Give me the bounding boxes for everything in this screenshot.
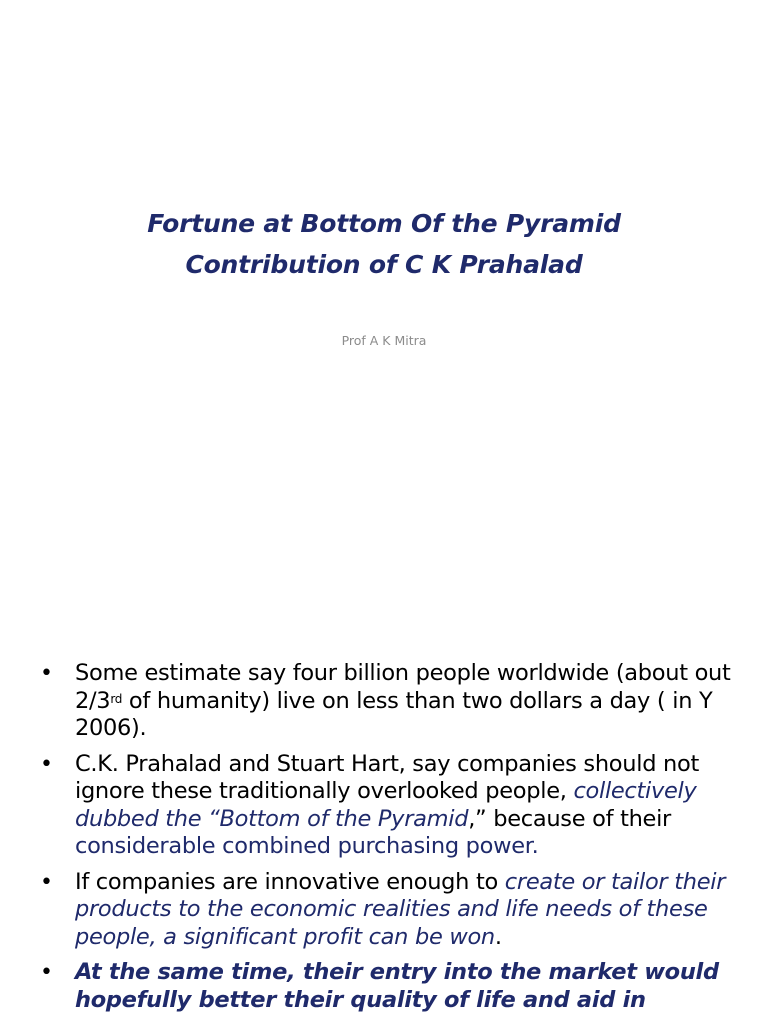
bullet-dot: • [40,661,53,686]
bullet-dot: • [40,960,53,985]
bullet-item [40,869,740,952]
emphasis-text: At the same time, their entry into the market would hopefully better their quality of life and aid in [75,959,719,1013]
bullet-item [40,959,740,1014]
emphasis-text: collectively dubbed the “Bottom of the Pyramid [75,778,697,832]
bullet-text: Some estimate say four billion people worldwide (about out 2/3 [75,660,731,714]
bullet-text: of humanity) live on less than two dollars a day ( in Y 2006). [75,687,713,741]
title-line-2: Contribution of C K Prahalad [185,250,583,279]
bullet-text: C.K. Prahalad and Stuart Hart, say companies should not ignore these traditionally overlooked people, [75,750,699,804]
bullet-text: ,” because of their [468,805,671,832]
bullet-text: . [494,923,502,950]
ordinal-superscript: rd [110,691,123,706]
bullet-dot: • [40,869,53,895]
title-line-1: Fortune at Bottom Of the Pyramid [147,209,621,238]
bullet-item [40,660,740,743]
bullet-dot: • [40,751,53,777]
author-subtitle: Prof A K Mitra [341,333,427,348]
bullet-text: If companies are innovative enough to [75,868,505,895]
bullet-list [40,660,740,1022]
bullet-item [40,751,740,861]
slide-title [0,203,768,285]
emphasis-text: create or tailor their products to the economic realities and life needs of these people, a significant profit can be won [75,868,726,950]
emphasis-text: considerable combined purchasing power. [75,833,539,859]
